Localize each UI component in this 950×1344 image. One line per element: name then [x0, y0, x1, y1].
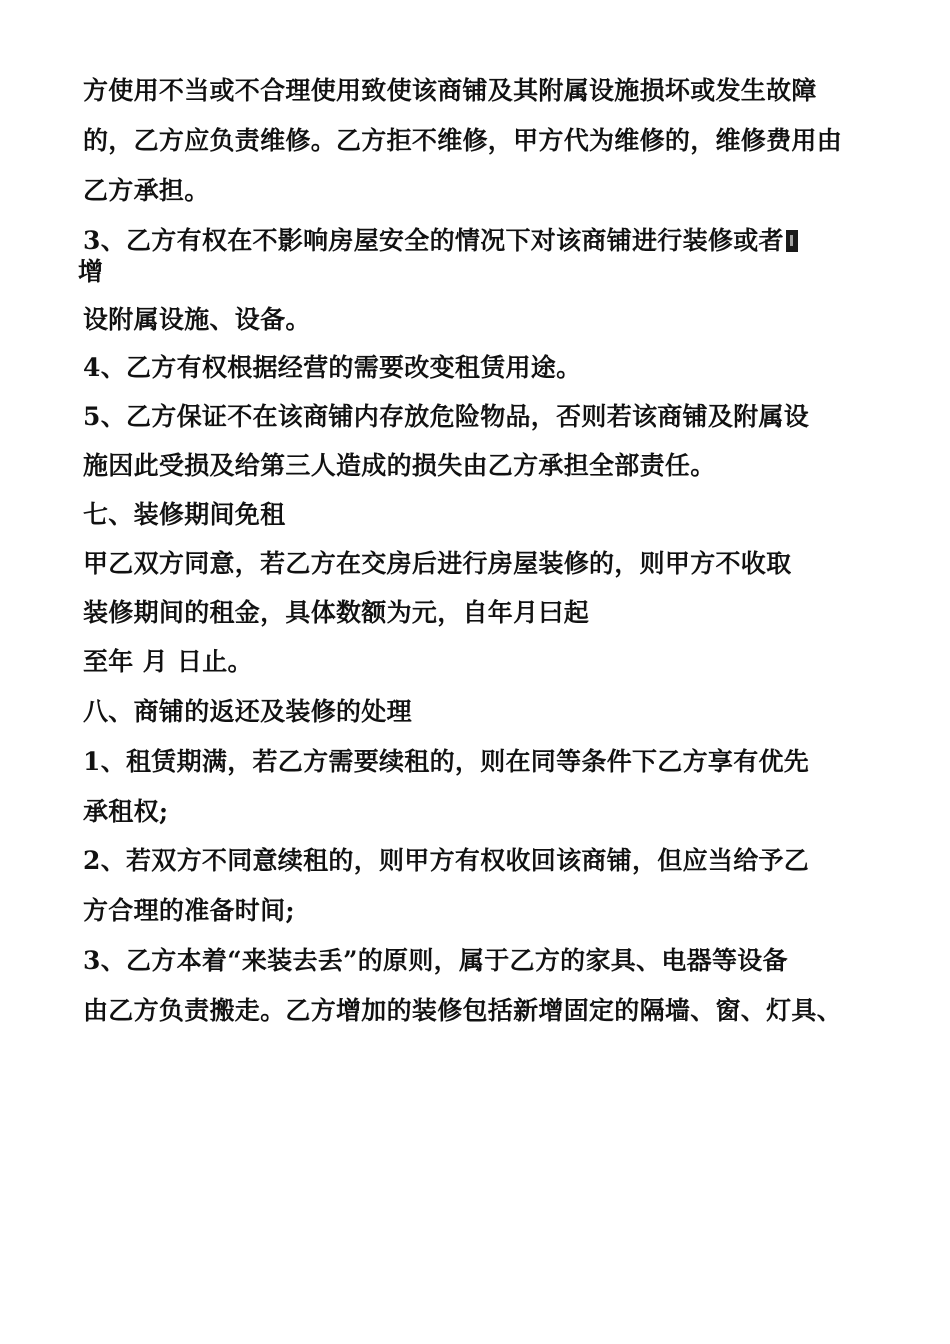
text-line-content: 设附属设施、设备。	[83, 305, 311, 334]
text-line	[83, 896, 295, 926]
text-line	[83, 176, 210, 206]
text-line-content: 方合理的准备时间;	[83, 896, 295, 925]
section-heading	[83, 697, 412, 727]
text-line	[83, 126, 842, 156]
text-line-content: 八、商铺的返还及装修的处理	[83, 697, 412, 726]
text-line	[83, 305, 311, 335]
text-line	[83, 647, 253, 677]
text-line-content: 4、乙方有权根据经营的需要改变租赁用途。	[83, 353, 582, 382]
text-line-content: 施因此受损及给第三人造成的损失由乙方承担全部责任。	[83, 451, 716, 480]
text-line-content: 2、若双方不同意续租的，则甲方有权收回该商铺，但应当给予乙	[83, 846, 810, 875]
text-line	[83, 451, 716, 481]
text-line-content: 3、乙方有权在不影响房屋安全的情况下对该商铺进行装修或者	[83, 226, 784, 255]
text-line	[83, 996, 842, 1026]
text-line	[83, 402, 809, 432]
text-line-content: 甲乙双方同意，若乙方在交房后进行房屋装修的，则甲方不收取	[83, 549, 792, 578]
text-line-content: 3、乙方本着“来装去丢”的原则，属于乙方的家具、电器等设备	[83, 946, 788, 975]
text-line	[78, 257, 103, 287]
text-line	[83, 946, 788, 976]
ocr-artifact-mark	[786, 230, 798, 252]
text-line	[83, 747, 809, 777]
text-line	[83, 353, 581, 383]
text-line-content: 1、租赁期满，若乙方需要续租的，则在同等条件下乙方享有优先	[83, 747, 810, 776]
text-line-content: 5、乙方保证不在该商铺内存放危险物品，否则若该商铺及附属设	[83, 402, 810, 431]
section-heading	[83, 500, 285, 530]
text-line-content: 增	[78, 257, 104, 286]
text-line	[83, 846, 809, 876]
text-line	[83, 797, 168, 827]
text-line-content: 由乙方负责搬走。乙方增加的装修包括新增固定的隔墙、窗、灯具、	[83, 996, 843, 1025]
text-line-content: 乙方承担。	[83, 176, 210, 205]
text-line	[83, 226, 798, 256]
text-line-content: 装修期间的租金，具体数额为元，自年月曰起	[83, 598, 590, 627]
text-line-content: 的，乙方应负责维修。乙方拒不维修，甲方代为维修的，维修费用由	[83, 126, 843, 155]
text-line-content: 七、装修期间免租	[83, 500, 286, 529]
text-line	[83, 76, 817, 106]
text-line-content: 承租权;	[83, 797, 169, 826]
text-line-content: 至年 月 日止。	[83, 647, 253, 676]
text-line	[83, 549, 791, 579]
text-line	[83, 598, 589, 628]
text-line-content: 方使用不当或不合理使用致使该商铺及其附属设施损坏或发生故障	[83, 76, 817, 105]
